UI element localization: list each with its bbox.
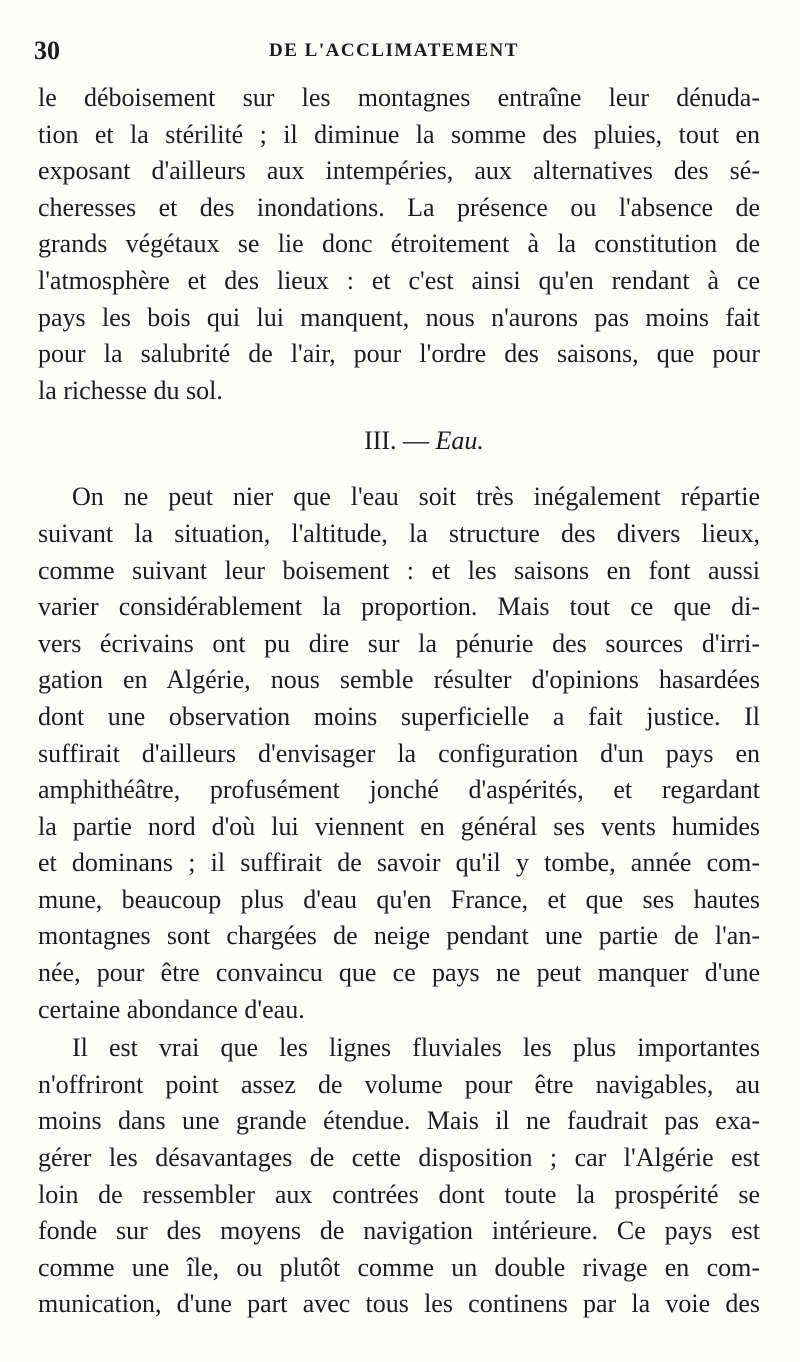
text-line: n'offriront point assez de volume pour être navigables, au	[38, 1069, 760, 1099]
text-line: moins dans une grande étendue. Mais il ne faudrait pas exa-	[38, 1106, 760, 1136]
page-number: 30	[34, 36, 60, 65]
text-line: tion et la stérilité ; il diminue la somme des pluies, tout en	[38, 119, 760, 149]
text-line: munication, d'une part avec tous les continens par la voie des	[38, 1289, 760, 1319]
text-line: mune, beaucoup plus d'eau qu'en France, et que ses hautes	[38, 884, 760, 914]
text-line: fonde sur des moyens de navigation intérieure. Ce pays est	[38, 1216, 760, 1246]
section-heading	[38, 423, 760, 459]
text-line: Il est vrai que les lignes fluviales les plus importantes	[72, 1033, 760, 1063]
section-number: III. —	[364, 426, 430, 456]
text-line: grands végétaux se lie donc étroitement à la constitution de	[38, 229, 760, 259]
paragraph-1	[38, 80, 760, 409]
text-line: vers écrivains ont pu dire sur la pénurie des sources d'irri-	[38, 628, 760, 658]
text-line: cheresses et des inondations. La présence ou l'absence de	[38, 192, 760, 222]
text-line: gérer les désavantages de cette disposition ; car l'Algérie est	[38, 1143, 760, 1173]
text-line: l'atmosphère et des lieux : et c'est ainsi qu'en rendant à ce	[38, 265, 760, 295]
text-line: la richesse du sol.	[38, 375, 223, 405]
text-line: gation en Algérie, nous semble résulter d'opinions hasardées	[38, 665, 760, 695]
text-line: suivant la situation, l'altitude, la structure des divers lieux,	[38, 518, 760, 548]
running-title: DE L'ACCLIMATEMENT	[269, 40, 519, 61]
text-line: loin de ressembler aux contrées dont toute la prospérité se	[38, 1179, 760, 1209]
text-line: pays les bois qui lui manquent, nous n'aurons pas moins fait	[38, 302, 760, 332]
text-line: comme suivant leur boisement : et les saisons en font aussi	[38, 555, 760, 585]
text-line: On ne peut nier que l'eau soit très inégalement répartie	[72, 482, 760, 512]
paragraph-3	[38, 1030, 760, 1323]
text-line: et dominans ; il suffirait de savoir qu'il y tombe, année com-	[38, 848, 760, 878]
text-line: née, pour être convaincu que ce pays ne peut manquer d'une	[38, 958, 760, 988]
section-title: Eau.	[435, 426, 484, 456]
text-line: exposant d'ailleurs aux intempéries, aux alternatives des sé-	[38, 156, 760, 186]
text-line: varier considérablement la proportion. Mais tout ce que di-	[38, 592, 760, 622]
paragraph-2	[38, 479, 760, 1028]
text-line: certaine abondance d'eau.	[38, 994, 305, 1024]
body-text	[38, 80, 760, 1323]
text-line: le déboisement sur les montagnes entraîne leur dénuda-	[38, 83, 760, 112]
text-line: suffirait d'ailleurs d'envisager la configuration d'un pays en	[38, 738, 760, 768]
text-line: pour la salubrité de l'air, pour l'ordre des saisons, que pour	[38, 339, 760, 369]
text-line: comme une île, ou plutôt comme un double rivage en com-	[38, 1252, 760, 1282]
text-line: amphithéâtre, profusément jonché d'aspérités, et regardant	[38, 775, 760, 805]
page-header	[34, 34, 754, 74]
text-line: montagnes sont chargées de neige pendant une partie de l'an-	[38, 921, 760, 951]
text-line: dont une observation moins superficielle a fait justice. Il	[38, 701, 760, 731]
text-line: la partie nord d'où lui viennent en général ses vents humides	[38, 811, 760, 841]
